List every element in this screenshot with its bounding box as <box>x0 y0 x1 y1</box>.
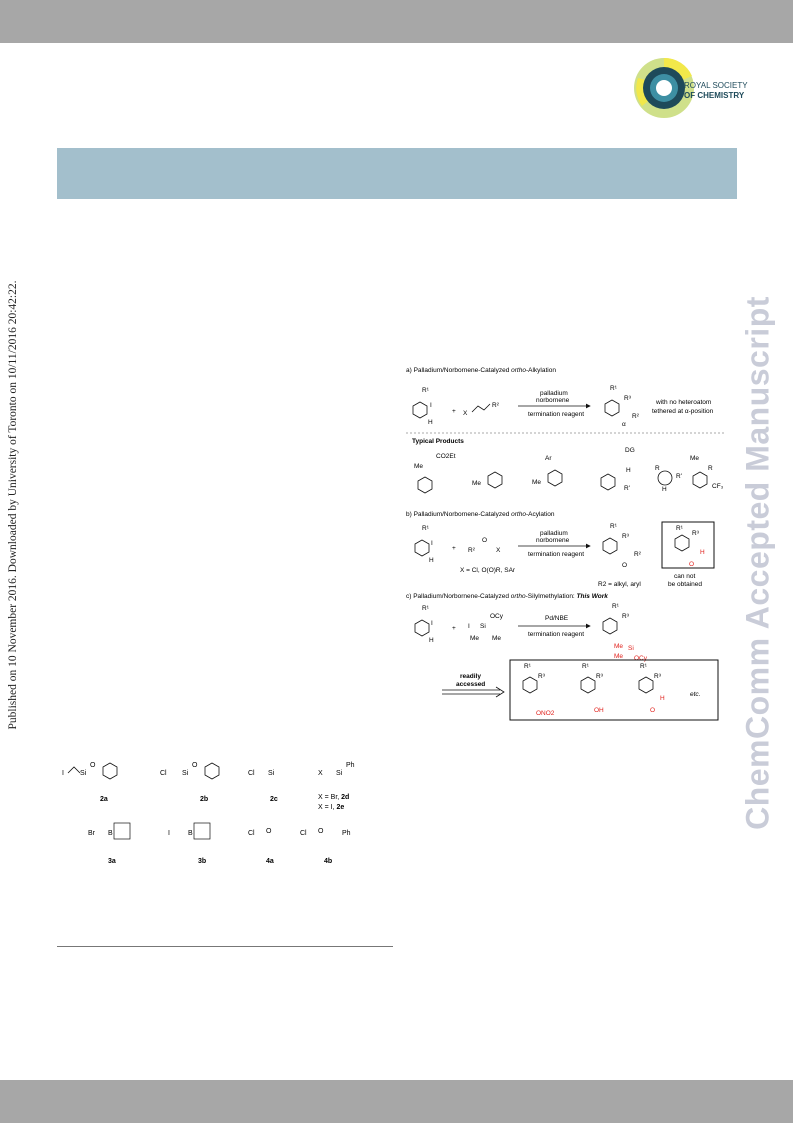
svg-text:O: O <box>90 762 96 769</box>
svg-text:Me: Me <box>492 635 502 642</box>
svg-text:R²: R² <box>492 402 499 409</box>
svg-text:O: O <box>689 561 695 568</box>
svg-text:Ph: Ph <box>342 830 351 837</box>
svg-text:O: O <box>318 828 324 835</box>
svg-text:R³: R³ <box>692 530 699 537</box>
section-a-title: a) Palladium/Norbornene-Catalyzed ortho-Alkylation <box>406 367 556 374</box>
rsc-logo <box>634 48 748 128</box>
label-2b: 2b <box>200 796 209 803</box>
svg-text:+: + <box>452 625 456 632</box>
svg-text:Si: Si <box>182 770 189 777</box>
svg-text:I: I <box>468 623 470 630</box>
svg-text:termination reagent: termination reagent <box>528 631 585 638</box>
svg-text:DG: DG <box>625 447 635 454</box>
svg-text:Cl: Cl <box>160 770 167 777</box>
svg-text:H: H <box>660 695 665 702</box>
svg-text:R²: R² <box>468 547 475 554</box>
svg-text:Br: Br <box>88 830 95 837</box>
svg-text:I: I <box>430 402 432 409</box>
svg-text:R¹: R¹ <box>582 663 589 670</box>
svg-text:Me: Me <box>470 635 480 642</box>
svg-text:R¹: R¹ <box>422 387 429 394</box>
svg-text:with no heteroatom: with no heteroatom <box>656 399 712 406</box>
svg-text:+: + <box>452 408 456 415</box>
svg-text:OCy: OCy <box>490 613 503 620</box>
svg-text:tethered at α-position: tethered at α-position <box>652 408 714 415</box>
svg-text:Cl: Cl <box>248 770 255 777</box>
section-b-title: b) Palladium/Norbornene-Catalyzed ortho-Acylation <box>406 511 555 518</box>
svg-text:CO2Et: CO2Et <box>436 453 456 460</box>
typical-products-title: Typical Products <box>412 438 464 445</box>
svg-text:R¹: R¹ <box>676 525 683 532</box>
svg-text:R¹: R¹ <box>610 523 617 530</box>
svg-text:I: I <box>431 620 433 627</box>
top-bar <box>0 0 793 43</box>
svg-text:OCy: OCy <box>634 655 647 662</box>
svg-text:H: H <box>428 419 433 426</box>
svg-text:etc.: etc. <box>690 691 701 698</box>
svg-text:B: B <box>108 830 113 837</box>
svg-text:R²: R² <box>632 413 639 420</box>
svg-text:I: I <box>431 540 433 547</box>
svg-text:R³: R³ <box>596 673 603 680</box>
svg-text:R¹: R¹ <box>640 663 647 670</box>
section-c-title: c) Palladium/Norbornene-Catalyzed ortho-Silylmethylation: This Work <box>406 593 608 600</box>
svg-text:R³: R³ <box>538 673 545 680</box>
svg-text:R': R' <box>676 473 682 480</box>
svg-text:palladium: palladium <box>540 390 568 397</box>
label-2c: 2c <box>270 796 278 803</box>
svg-text:Si: Si <box>80 770 87 777</box>
svg-text:X = Cl, O(O)R, SAr: X = Cl, O(O)R, SAr <box>460 567 516 574</box>
svg-text:X: X <box>496 547 501 554</box>
svg-text:H: H <box>429 637 434 644</box>
svg-text:be obtained: be obtained <box>668 581 702 588</box>
svg-text:Ph: Ph <box>346 762 355 769</box>
svg-text:Ar: Ar <box>545 455 552 462</box>
svg-text:B: B <box>188 830 193 837</box>
svg-text:R³: R³ <box>622 533 629 540</box>
svg-text:Me: Me <box>414 463 424 470</box>
svg-text:X = I, 2e: X = I, 2e <box>318 804 345 811</box>
svg-text:Me: Me <box>532 479 542 486</box>
svg-text:termination reagent: termination reagent <box>528 551 585 558</box>
svg-text:Si: Si <box>628 645 634 652</box>
svg-text:H: H <box>662 486 667 493</box>
label-4a: 4a <box>266 858 274 865</box>
svg-text:H: H <box>429 557 434 564</box>
svg-text:palladium: palladium <box>540 530 568 537</box>
publisher-line2: OF CHEMISTRY <box>684 91 745 100</box>
svg-text:can not: can not <box>674 573 696 580</box>
svg-text:H: H <box>626 467 631 474</box>
svg-text:norbornene: norbornene <box>536 397 570 404</box>
svg-text:OH: OH <box>594 707 604 714</box>
svg-text:R¹: R¹ <box>524 663 531 670</box>
svg-text:Me: Me <box>614 653 624 660</box>
title-banner <box>57 148 737 199</box>
svg-text:O: O <box>482 537 488 544</box>
svg-text:R³: R³ <box>654 673 661 680</box>
svg-text:I: I <box>62 770 64 777</box>
svg-text:X: X <box>463 410 468 417</box>
svg-text:Me: Me <box>472 480 482 487</box>
svg-text:H: H <box>700 549 705 556</box>
svg-text:Cl: Cl <box>300 830 307 837</box>
svg-text:R': R' <box>624 485 630 492</box>
svg-text:R¹: R¹ <box>612 603 619 610</box>
svg-text:R2 = alkyl, aryl: R2 = alkyl, aryl <box>598 581 641 588</box>
svg-text:Si: Si <box>480 623 486 630</box>
svg-text:X: X <box>318 770 323 777</box>
svg-text:Si: Si <box>268 770 275 777</box>
label-3a: 3a <box>108 858 116 865</box>
publisher-line1: ROYAL SOCIETY <box>684 81 748 90</box>
svg-text:O: O <box>266 828 272 835</box>
svg-text:O: O <box>622 562 628 569</box>
svg-text:O: O <box>650 707 656 714</box>
svg-text:Pd/NBE: Pd/NBE <box>545 615 569 622</box>
svg-text:R: R <box>655 465 660 472</box>
svg-text:R¹: R¹ <box>610 385 617 392</box>
svg-text:Si: Si <box>336 770 343 777</box>
svg-text:Me: Me <box>690 455 700 462</box>
download-notice: Published on 10 November 2016. Downloaded by University of Toronto on 10/11/2016 20:42:22. <box>7 280 19 730</box>
svg-text:termination reagent: termination reagent <box>528 411 585 418</box>
reagent-structures <box>60 755 395 880</box>
svg-text:accessed: accessed <box>456 681 486 688</box>
svg-text:R: R <box>708 465 713 472</box>
watermark: ChemComm Accepted Manuscript <box>739 295 776 830</box>
svg-text:CF₃: CF₃ <box>712 483 724 490</box>
svg-text:R³: R³ <box>624 395 631 402</box>
svg-text:O: O <box>192 762 198 769</box>
label-2a: 2a <box>100 796 108 803</box>
svg-text:readily: readily <box>460 673 481 680</box>
svg-text:Me: Me <box>614 643 624 650</box>
svg-text:R¹: R¹ <box>422 605 429 612</box>
svg-text:I: I <box>168 830 170 837</box>
svg-text:α: α <box>622 421 626 428</box>
bottom-bar <box>0 1080 793 1123</box>
footnote-divider <box>57 946 393 947</box>
svg-text:ONO2: ONO2 <box>536 710 555 717</box>
svg-text:norbornene: norbornene <box>536 537 570 544</box>
svg-text:+: + <box>452 545 456 552</box>
label-3b: 3b <box>198 858 207 865</box>
svg-text:R³: R³ <box>622 613 629 620</box>
reaction-scheme <box>400 360 730 730</box>
svg-text:R¹: R¹ <box>422 525 429 532</box>
svg-text:Cl: Cl <box>248 830 255 837</box>
svg-text:R²: R² <box>634 551 641 558</box>
svg-text:X = Br, 2d: X = Br, 2d <box>318 794 350 801</box>
label-4b: 4b <box>324 858 333 865</box>
